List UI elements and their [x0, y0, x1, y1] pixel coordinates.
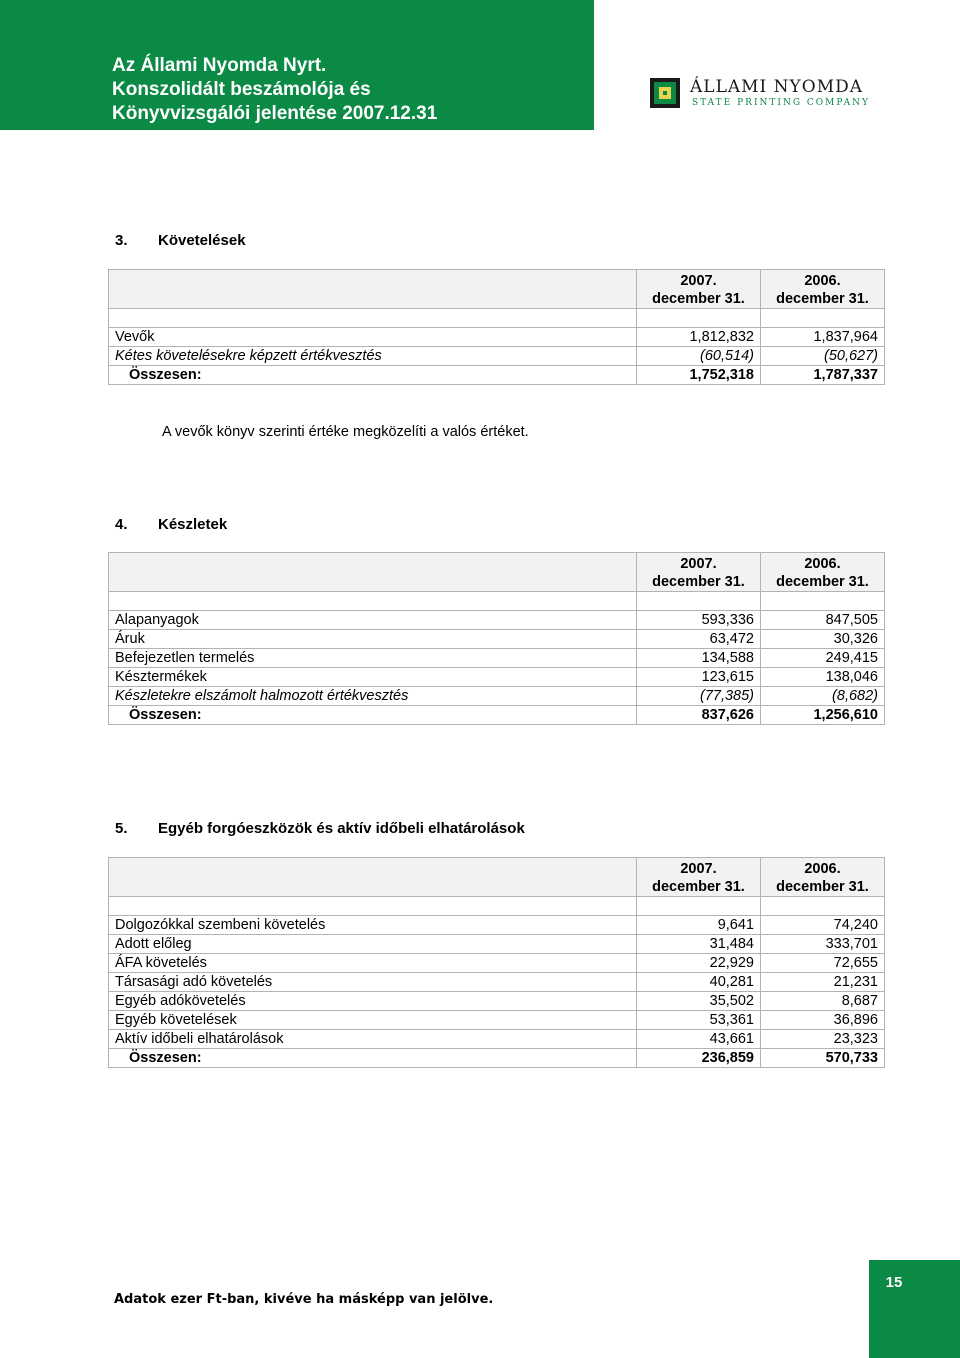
- table-row: [109, 611, 885, 630]
- total-row: [109, 706, 885, 725]
- total-row: [109, 366, 885, 385]
- section-number: 5.: [115, 820, 128, 837]
- table-header-row: [109, 270, 885, 309]
- table-row: [109, 328, 885, 347]
- value-2006: 1,256,610: [761, 706, 885, 725]
- value-2007: 1,752,318: [637, 366, 761, 385]
- value-2007: 593,336: [637, 611, 761, 630]
- header-band: [0, 0, 594, 130]
- row-label: Késztermékek: [109, 668, 637, 687]
- section-number: 4.: [115, 516, 128, 533]
- value-2007: 53,361: [637, 1011, 761, 1030]
- row-label: Összesen:: [109, 1049, 637, 1068]
- column-header-2006: 2006. december 31.: [761, 270, 885, 309]
- report-title: [112, 54, 437, 126]
- column-header-2007: 2007. december 31.: [637, 553, 761, 592]
- section-title-4: [115, 516, 227, 533]
- table-row: [109, 1011, 885, 1030]
- value-2006: 23,323: [761, 1030, 885, 1049]
- table-row: [109, 1030, 885, 1049]
- value-2006: 30,326: [761, 630, 885, 649]
- value-2007: 63,472: [637, 630, 761, 649]
- spacer-row: [109, 897, 885, 916]
- logo-subtitle: STATE PRINTING COMPANY: [692, 98, 870, 108]
- value-2006: 21,231: [761, 973, 885, 992]
- value-2007: 134,588: [637, 649, 761, 668]
- other-current-assets-table: [108, 857, 885, 1068]
- section-heading: Követelések: [158, 232, 246, 249]
- value-2007: 22,929: [637, 954, 761, 973]
- row-label: Aktív időbeli elhatárolások: [109, 1030, 637, 1049]
- row-label: Készletekre elszámolt halmozott értékvesztés: [109, 687, 637, 706]
- footer-note: Adatok ezer Ft-ban, kivéve ha másképp van jelölve.: [114, 1292, 494, 1307]
- row-label: Társasági adó követelés: [109, 973, 637, 992]
- column-header-2006: 2006. december 31.: [761, 858, 885, 897]
- header-empty-cell: [109, 270, 637, 309]
- spacer-row: [109, 309, 885, 328]
- report-title-line: Konszolidált beszámolója és: [112, 79, 371, 100]
- value-2006: 570,733: [761, 1049, 885, 1068]
- table-header-row: [109, 858, 885, 897]
- row-label: Összesen:: [109, 366, 637, 385]
- table-row: [109, 687, 885, 706]
- table-row: [109, 916, 885, 935]
- table-row: [109, 935, 885, 954]
- value-2006: 36,896: [761, 1011, 885, 1030]
- table-header-row: [109, 553, 885, 592]
- row-label: Egyéb adókövetelés: [109, 992, 637, 1011]
- value-2006: 847,505: [761, 611, 885, 630]
- value-2007: 236,859: [637, 1049, 761, 1068]
- value-2006: 8,687: [761, 992, 885, 1011]
- row-label: Alapanyagok: [109, 611, 637, 630]
- value-2006: 138,046: [761, 668, 885, 687]
- value-2007: 123,615: [637, 668, 761, 687]
- row-label: Vevők: [109, 328, 637, 347]
- section-heading: Egyéb forgóeszközök és aktív időbeli elhatárolások: [158, 820, 525, 837]
- header-empty-cell: [109, 553, 637, 592]
- value-2007: 9,641: [637, 916, 761, 935]
- section-title-3: [115, 232, 246, 249]
- header-empty-cell: [109, 858, 637, 897]
- table-row: [109, 954, 885, 973]
- value-2006: 72,655: [761, 954, 885, 973]
- table-row: [109, 630, 885, 649]
- row-label: Egyéb követelések: [109, 1011, 637, 1030]
- report-title-line: Könyvvizsgálói jelentése 2007.12.31: [112, 103, 438, 124]
- logo-mark-icon: [650, 78, 680, 108]
- value-2006: (8,682): [761, 687, 885, 706]
- value-2007: (60,514): [637, 347, 761, 366]
- column-header-2007: 2007. december 31.: [637, 858, 761, 897]
- report-title-line: Az Állami Nyomda Nyrt.: [112, 55, 327, 76]
- section-title-5: [115, 820, 525, 837]
- value-2007: 43,661: [637, 1030, 761, 1049]
- section-heading: Készletek: [158, 516, 228, 533]
- value-2007: 837,626: [637, 706, 761, 725]
- row-label: Adott előleg: [109, 935, 637, 954]
- receivables-note: A vevők könyv szerinti értéke megközelíti a valós értéket.: [162, 424, 529, 440]
- table-row: [109, 973, 885, 992]
- row-label: Dolgozókkal szembeni követelés: [109, 916, 637, 935]
- value-2007: 35,502: [637, 992, 761, 1011]
- row-label: Befejezetlen termelés: [109, 649, 637, 668]
- table-row: [109, 649, 885, 668]
- row-label: Összesen:: [109, 706, 637, 725]
- logo-name: ÁLLAMI NYOMDA: [690, 77, 864, 97]
- page-number-box: [869, 1260, 960, 1358]
- value-2007: 1,812,832: [637, 328, 761, 347]
- section-number: 3.: [115, 232, 128, 249]
- value-2007: (77,385): [637, 687, 761, 706]
- row-label: ÁFA követelés: [109, 954, 637, 973]
- table-row: [109, 992, 885, 1011]
- value-2006: 333,701: [761, 935, 885, 954]
- column-header-2006: 2006. december 31.: [761, 553, 885, 592]
- value-2006: 74,240: [761, 916, 885, 935]
- value-2006: 1,837,964: [761, 328, 885, 347]
- page-number: 15: [885, 1274, 903, 1291]
- table-row: [109, 668, 885, 687]
- row-label: Áruk: [109, 630, 637, 649]
- table-row: [109, 347, 885, 366]
- row-label: Kétes követelésekre képzett értékvesztés: [109, 347, 637, 366]
- column-header-2007: 2007. december 31.: [637, 270, 761, 309]
- spacer-row: [109, 592, 885, 611]
- value-2006: 249,415: [761, 649, 885, 668]
- value-2006: 1,787,337: [761, 366, 885, 385]
- company-logo: [650, 76, 870, 110]
- value-2007: 31,484: [637, 935, 761, 954]
- value-2006: (50,627): [761, 347, 885, 366]
- inventory-table: [108, 552, 885, 725]
- receivables-table: [108, 269, 885, 385]
- total-row: [109, 1049, 885, 1068]
- value-2007: 40,281: [637, 973, 761, 992]
